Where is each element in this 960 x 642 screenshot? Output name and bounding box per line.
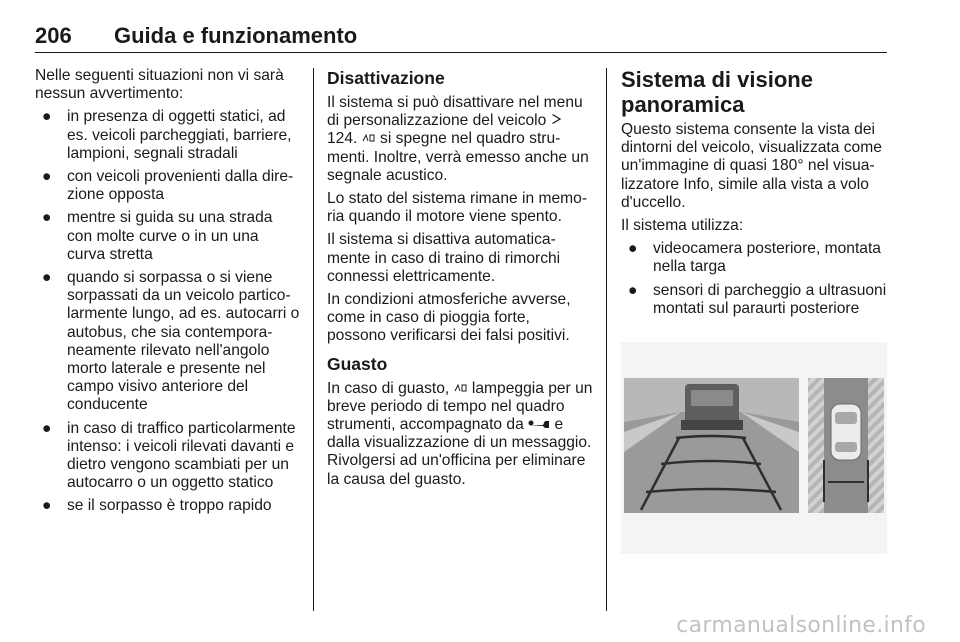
memory-paragraph: Lo stato del sistema rimane in memoria quando il motore viene spento.: [327, 190, 588, 226]
intro-paragraph: Nelle seguenti situazioni non vi sarà nessun avvertimento:: [35, 67, 284, 103]
weather-paragraph: In condizioni atmosferiche avverse, come in caso di pioggia forte, possono verificarsi dei falsi positivi.: [327, 291, 571, 345]
bullet-icon: ●: [42, 108, 52, 126]
system-uses-paragraph: Il sistema utilizza:: [621, 217, 744, 235]
list-item: ● quando si sorpassa o si viene sorpassati da un veicolo particolarmente lungo, ad es. autocarri o autobus, che sia contemporaneamente rilevato nell'angolo morto laterale e presente nel campo visivo anteriore del conducente: [42, 269, 300, 414]
column-divider-right: [606, 68, 607, 611]
side-blind-spot-icon: [362, 130, 376, 148]
section-heading-guasto: Guasto: [327, 353, 388, 374]
bird-eye-view: [808, 378, 884, 513]
list-item: ● in caso di traffico particolarmente intenso: i veicoli rilevati davanti e dietro vengono scambiati per un autocarro o un oggetto statico: [42, 419, 296, 492]
list-item: ● mentre si guida su una strada con molte curve o in un una curva stretta: [42, 209, 273, 263]
column-3: [621, 67, 887, 324]
side-blind-spot-icon: [454, 380, 468, 398]
page-reference-link[interactable]: 124.: [327, 130, 358, 148]
bullet-icon: ●: [628, 240, 638, 258]
column-2: [327, 67, 593, 494]
list-item: ● videocamera posteriore, montata nella targa: [628, 240, 881, 276]
column-divider-left: [313, 68, 314, 611]
list-item: ● con veicoli provenienti dalla direzione opposta: [42, 168, 294, 204]
rear-camera-view: [624, 378, 799, 513]
fault-paragraph: In caso di guasto, lampeggia per un breve periodo di tempo nel quadro strumenti, accompagnato da e dalla visualizzazione di un messaggio. Rivolgersi ad un'officina per eliminare la causa del guasto.: [327, 379, 593, 488]
page-number: 206: [35, 23, 72, 48]
list-item: ● sensori di parcheggio a ultrasuoni montati sul paraurti posteriore: [628, 281, 887, 317]
wrench-icon: [528, 416, 550, 434]
list-item: ● se il sorpasso è troppo rapido: [42, 497, 272, 515]
column-1: [35, 67, 301, 522]
page-header: [35, 20, 887, 53]
bullet-icon: ●: [42, 419, 52, 437]
bullet-icon: ●: [42, 269, 52, 287]
bullet-icon: ●: [42, 209, 52, 227]
section-heading-disattivazione: Disattivazione: [327, 68, 445, 88]
no-warning-list: [35, 108, 301, 515]
list-item: ● in presenza di oggetti statici, ad es. veicoli parcheggiati, barriere, lampioni, segnali stradali: [42, 108, 292, 162]
page-title: Guida e funzionamento: [114, 23, 358, 48]
panoramic-view-illustration: [621, 342, 887, 554]
deactivation-paragraph: Il sistema si può disattivare nel menu di personalizzazione del veicolo 124. si spegne nel quadro strumenti. Inoltre, verrà emesso anche un segnale acustico.: [327, 94, 589, 184]
page-reference-arrow-icon: [551, 112, 562, 130]
towing-paragraph: Il sistema si disattiva automaticamente in caso di traino di rimorchi connessi elettricamente.: [327, 231, 561, 285]
bullet-icon: ●: [42, 497, 52, 515]
watermark: carmanualsonline.info: [676, 613, 926, 638]
bullet-icon: ●: [42, 168, 52, 186]
panoramic-view-image: [621, 342, 887, 554]
system-components-list: [621, 240, 887, 318]
section-heading-sistema-visione: Sistema di visione panoramica: [621, 67, 813, 117]
bullet-icon: ●: [628, 281, 638, 299]
panoramic-description: Questo sistema consente la vista dei dintorni del veicolo, visualizzata come un'immagine di quasi 180° nel visualizzatore Info, simile alla vista a volo d'uccello.: [621, 121, 882, 211]
